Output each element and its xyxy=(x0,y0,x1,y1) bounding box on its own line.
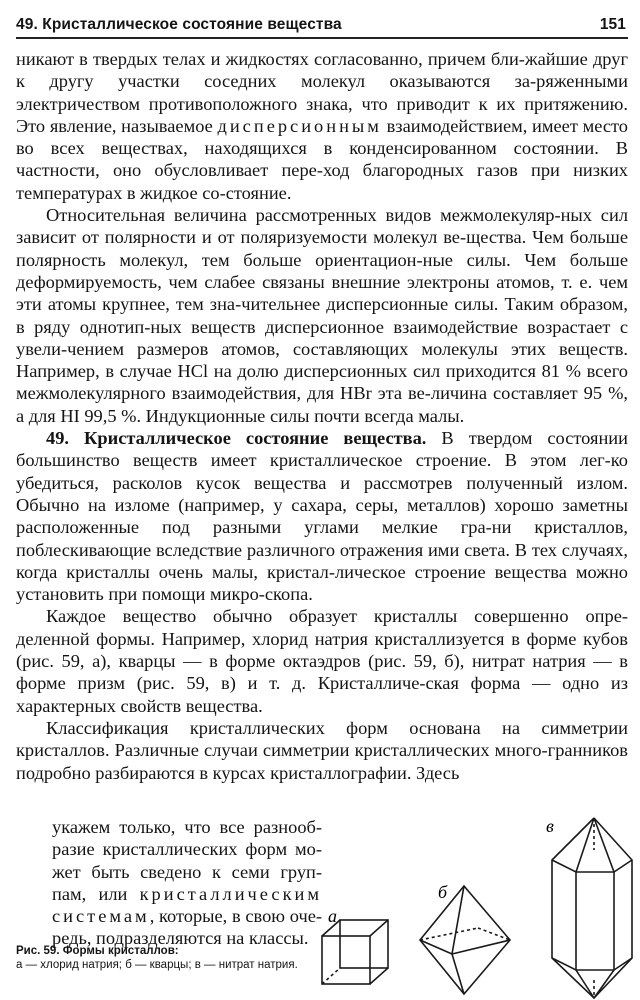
crystal-drawings xyxy=(316,810,640,1000)
section-header: 49. Кристаллическое состояние вещества xyxy=(16,16,342,33)
prism-drawing xyxy=(552,818,632,998)
term-dispersion: дисперсионным xyxy=(217,115,382,136)
figure-caption: Рис. 59. Формы кристаллов: а — хлорид натрия; б — кварцы; в — нитрат натрия. xyxy=(16,945,298,971)
paragraph-1: никают в твердых телах и жидкостях согласованно, причем бли-жайшие друг к другу участки соседних молекул оказываются за-ряженными электричеством противоположного знака, что приводит к их притяжению. Это явление, называемое дисперсионным взаимодействием, имеет место во всех веществах, находящихся в конденсированном состоянии. В частности, оно обусловливает пере-ход благородных газов при низких температурах в жидкое со-стояние. xyxy=(16,49,628,203)
paragraph-4: Каждое вещество обычно образует кристаллы совершенно опре-деленной формы. Например, хлорид натрия кристаллизуется в форме кубов (рис. 59, а), кварцы — в форме октаэдров (рис. 59, б), нитрат натрия — в форме призм (рис. 59, в) и т. д. Кристалличе-ская форма — одно из характерных свойств вещества. xyxy=(16,606,628,716)
section-title: 49. Кристаллическое состояние вещества. xyxy=(46,428,427,449)
header-rule xyxy=(16,37,628,39)
paragraph-5: Классификация кристаллических форм основана на симметрии кристаллов. Различные случаи симметрии кристаллических много-гранников подробно разбираются в курсах кристаллографии. Здесь xyxy=(16,717,628,783)
paragraph-2: Относительная величина рассмотренных видов межмолекуляр-ных сил зависит от полярности и от поляризуемости молекул ве-щества. Чем больше полярность молекул, тем больше ориентацион-ные силы. Чем больше деформируемость, чем слабее связаны внешние электроны атомов, т. е. чем эти атомы крупнее, тем зна-чительнее дисперсионные силы. Таким образом, в ряду однотип-ных веществ дисперсионное взаимодействие возрастает с увели-чением размеров атомов, составляющих молекулы этих веществ. Например, в случае HCl на долю дисперсионных сил приходится 81 % всего межмолекулярного взаимодействия, для HBr эта ве-личина составляет 95 %, а для HI 99,5 %. Индукционные силы почти всегда малы. xyxy=(16,205,628,426)
label-a: а xyxy=(328,906,337,926)
running-head xyxy=(16,6,626,34)
paragraph-5-continued: укажем только, что все разнооб-разие кристаллических форм мо-жет быть сведено к семи груп-пам, или кристаллическим системам, которые, в свою оче-редь, подразделяются на классы. xyxy=(52,817,322,949)
label-b: б xyxy=(438,882,448,902)
cube-drawing xyxy=(322,920,388,984)
label-c: в xyxy=(546,816,554,836)
term-crystal-systems: кристаллическим системам xyxy=(52,883,322,927)
octahedron-drawing xyxy=(420,886,510,994)
crystal-figure xyxy=(316,810,640,1000)
paragraph-3: 49. Кристаллическое состояние вещества. В твердом состоянии большинство веществ имеет кристаллическое строение. В этом лег-ко убедиться, расколов кусок вещества и рассмотрев полученный излом. Обычно на изломе (например, у сахара, серы, металлов) хорошо заметны расположенные под разными углами мелкие гра-ни кристаллов, поблескивающие вследствие различного отражения ими света. В тех случаях, когда кристаллы очень малы, кристал-лическое строение вещества можно установить при помощи микро-скопа. xyxy=(16,428,628,605)
page-number: 151 xyxy=(599,16,626,33)
main-text xyxy=(16,48,628,784)
